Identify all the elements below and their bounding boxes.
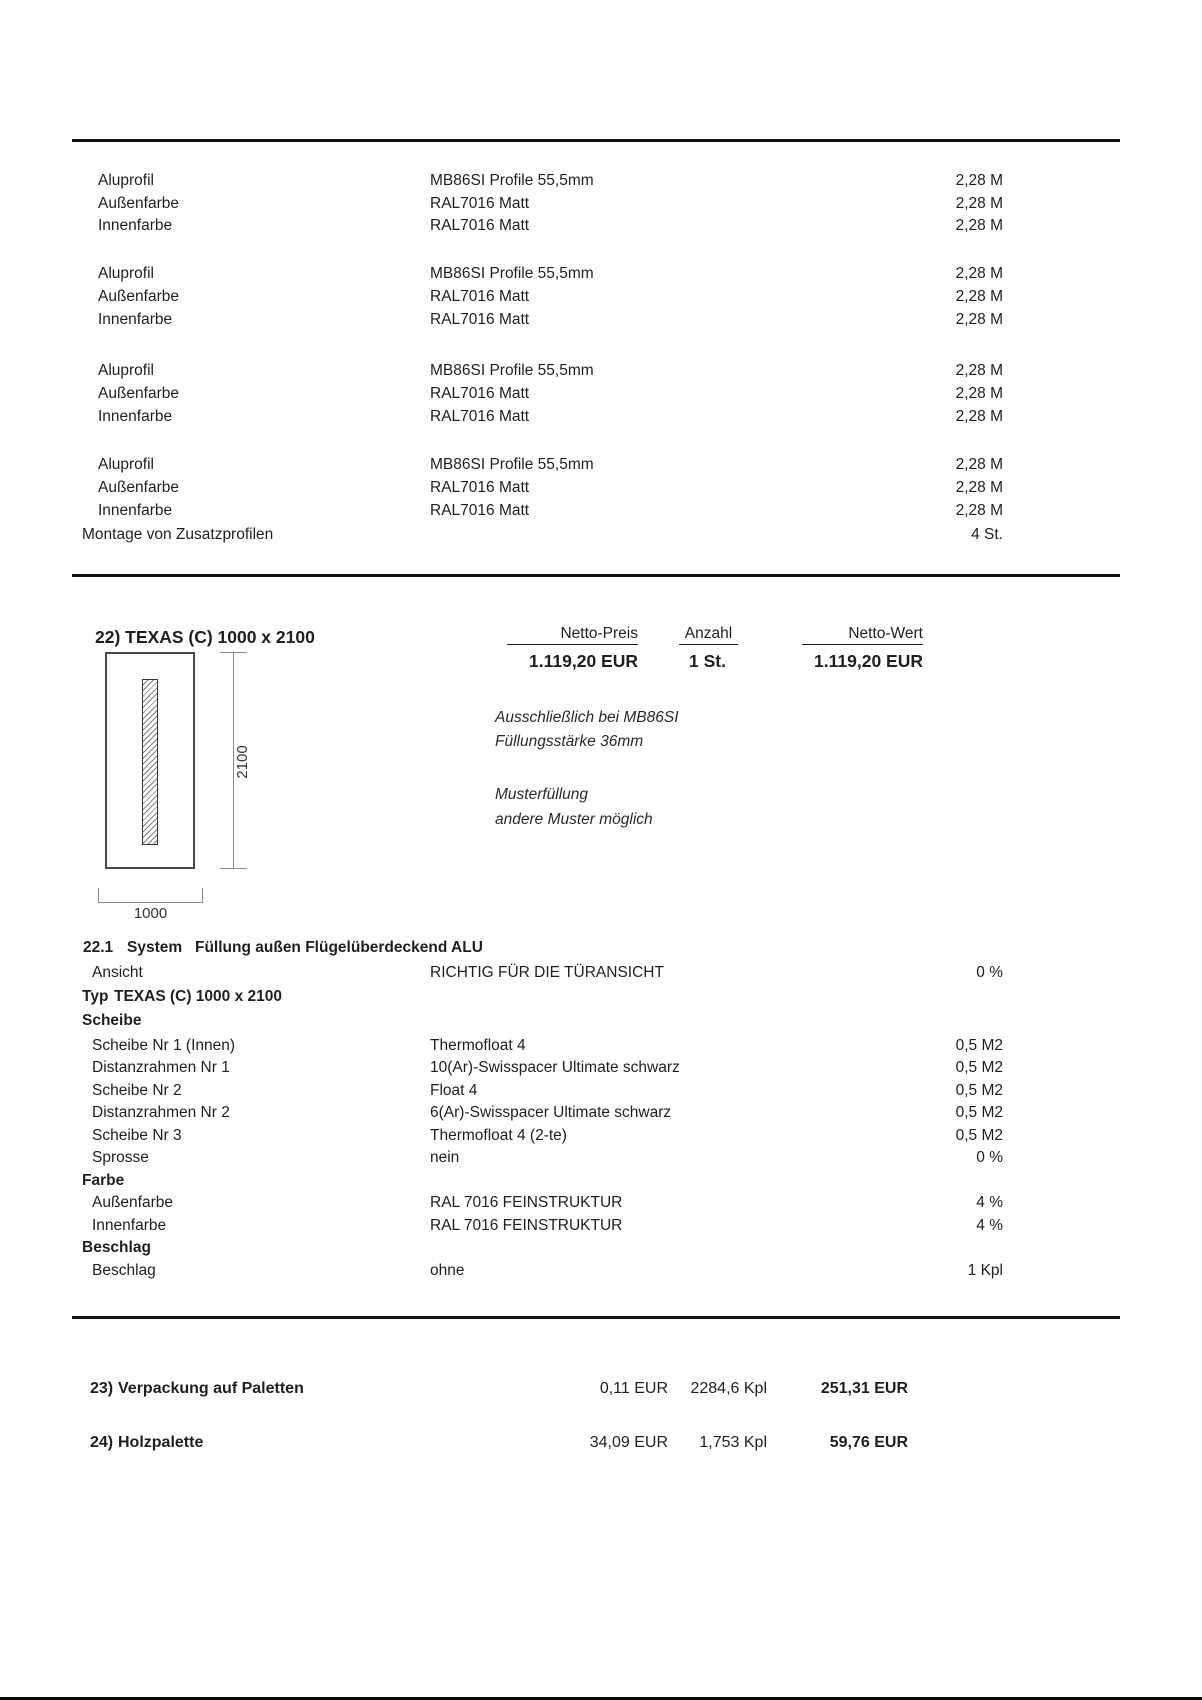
table-row — [0, 477, 1202, 499]
row-value: RAL7016 Matt — [430, 385, 530, 402]
row-value: RAL7016 Matt — [430, 195, 530, 212]
row-value: MB86SI Profile 55,5mm — [430, 172, 594, 189]
row-label: Aluprofil — [98, 265, 154, 282]
note-line: Füllungsstärke 36mm — [495, 733, 644, 750]
sub-section-heading — [0, 937, 1202, 959]
row-label: Aluprofil — [98, 362, 154, 379]
price-header-netto-preis: Netto-Preis — [507, 624, 638, 645]
item-number: 23) — [90, 1380, 114, 1397]
table-row — [0, 286, 1202, 308]
sub-section-system-word: System — [127, 939, 183, 956]
row-qty: 0,5 M2 — [955, 1037, 1003, 1054]
detail-row — [0, 1147, 1202, 1169]
item-quantity: 2284,6 Kpl — [690, 1380, 767, 1397]
dimension-tick-bottom — [220, 868, 247, 869]
row-qty: 2,28 M — [955, 456, 1003, 473]
row-label: Distanzrahmen Nr 1 — [92, 1059, 230, 1076]
row-value: MB86SI Profile 55,5mm — [430, 456, 594, 473]
row-label: Innenfarbe — [92, 1217, 167, 1234]
row-label: Innenfarbe — [98, 502, 173, 519]
table-row — [0, 215, 1202, 237]
row-qty: 2,28 M — [955, 502, 1003, 519]
row-value: Float 4 — [430, 1082, 478, 1099]
table-row — [0, 500, 1202, 522]
item-unit-price: 34,09 EUR — [589, 1434, 668, 1451]
group-header-row — [0, 1170, 1202, 1192]
row-value: RAL 7016 FEINSTRUKTUR — [430, 1217, 623, 1234]
row-label: Distanzrahmen Nr 2 — [92, 1104, 230, 1121]
typ-row — [0, 986, 1202, 1008]
row-value: MB86SI Profile 55,5mm — [430, 362, 594, 379]
item-row-23 — [0, 1378, 1202, 1400]
row-label: Scheibe Nr 2 — [92, 1082, 182, 1099]
detail-row — [0, 1080, 1202, 1102]
row-label: Außenfarbe — [92, 1194, 173, 1211]
item-row-24 — [0, 1432, 1202, 1454]
detail-row — [0, 1260, 1202, 1282]
table-row — [0, 309, 1202, 331]
dimension-line-horizontal — [98, 902, 203, 903]
row-qty: 0,5 M2 — [955, 1104, 1003, 1121]
row-qty: 2,28 M — [955, 217, 1003, 234]
row-label: Außenfarbe — [98, 479, 179, 496]
row-qty: 2,28 M — [955, 311, 1003, 328]
horizontal-rule-top — [72, 139, 1120, 142]
row-value: Thermofloat 4 (2-te) — [430, 1127, 567, 1144]
row-value: RAL7016 Matt — [430, 408, 530, 425]
row-value: Thermofloat 4 — [430, 1037, 526, 1054]
horizontal-rule-bottom — [72, 1316, 1120, 1319]
detail-row — [0, 1035, 1202, 1057]
row-qty: 2,28 M — [955, 195, 1003, 212]
note-line: Musterfüllung — [495, 786, 589, 803]
row-label: Scheibe Nr 3 — [92, 1127, 182, 1144]
row-qty: 2,28 M — [955, 362, 1003, 379]
row-value: 6(Ar)-Swisspacer Ultimate schwarz — [430, 1104, 672, 1121]
item22-title: 22) TEXAS (C) 1000 x 2100 — [95, 627, 315, 647]
row-qty: 4 % — [976, 1217, 1003, 1234]
dimension-label-height: 2100 — [234, 745, 251, 779]
row-qty: 4 % — [976, 1194, 1003, 1211]
row-qty: 2,28 M — [955, 265, 1003, 282]
table-row — [0, 263, 1202, 285]
table-row — [0, 406, 1202, 428]
row-qty: 0,5 M2 — [955, 1082, 1003, 1099]
detail-row — [0, 1215, 1202, 1237]
row-value: RAL 7016 FEINSTRUKTUR — [430, 1194, 623, 1211]
row-value: MB86SI Profile 55,5mm — [430, 265, 594, 282]
row-value: RAL7016 Matt — [430, 311, 530, 328]
item-quantity: 1,753 Kpl — [699, 1434, 767, 1451]
table-row — [0, 454, 1202, 476]
row-qty: 2,28 M — [955, 408, 1003, 425]
detail-row — [0, 1192, 1202, 1214]
typ-value: TEXAS (C) 1000 x 2100 — [114, 988, 283, 1005]
detail-row — [0, 1125, 1202, 1147]
row-label: Außenfarbe — [98, 288, 179, 305]
dimension-label-width: 1000 — [133, 905, 168, 922]
row-label: Aluprofil — [98, 456, 154, 473]
note-line: andere Muster möglich — [495, 811, 653, 828]
row-value: RAL7016 Matt — [430, 479, 530, 496]
sub-section-title: Füllung außen Flügelüberdeckend ALU — [195, 939, 483, 956]
row-label: Sprosse — [92, 1149, 149, 1166]
price-value-netto-wert: 1.119,20 EUR — [814, 651, 923, 671]
row-label: Aluprofil — [98, 172, 154, 189]
sub-section-number: 22.1 — [83, 939, 114, 956]
item-unit-price: 0,11 EUR — [599, 1380, 668, 1397]
row-value: RAL7016 Matt — [430, 217, 530, 234]
item-number: 24) — [90, 1434, 114, 1451]
table-row-montage — [0, 524, 1202, 546]
table-row — [0, 383, 1202, 405]
item-total: 59,76 EUR — [829, 1434, 908, 1451]
door-glass-panel-hatched — [142, 679, 158, 845]
row-qty: 0 % — [976, 964, 1003, 981]
table-row — [0, 170, 1202, 192]
row-qty: 0 % — [976, 1149, 1003, 1166]
row-label: Innenfarbe — [98, 311, 173, 328]
price-header-netto-wert: Netto-Wert — [802, 624, 923, 645]
dimension-tick-right — [202, 888, 203, 903]
row-label: Außenfarbe — [98, 195, 179, 212]
group-header: Scheibe — [82, 1012, 142, 1029]
group-header-row — [0, 1010, 1202, 1032]
row-value: nein — [430, 1149, 460, 1166]
row-qty: 4 St. — [971, 526, 1003, 543]
item-label: Holzpalette — [118, 1434, 204, 1451]
horizontal-rule-middle — [72, 574, 1120, 577]
price-header-anzahl: Anzahl — [679, 624, 738, 645]
price-value-netto-preis: 1.119,20 EUR — [529, 651, 638, 671]
row-label: Außenfarbe — [98, 385, 179, 402]
row-value: ohne — [430, 1262, 465, 1279]
note-line: Ausschließlich bei MB86SI — [495, 709, 679, 726]
item-total: 251,31 EUR — [820, 1380, 908, 1397]
table-row — [0, 193, 1202, 215]
row-value: RAL7016 Matt — [430, 288, 530, 305]
row-label: Innenfarbe — [98, 408, 173, 425]
item-label: Verpackung auf Paletten — [118, 1380, 304, 1397]
row-qty: 1 Kpl — [967, 1262, 1003, 1279]
row-label: Innenfarbe — [98, 217, 173, 234]
row-qty: 0,5 M2 — [955, 1127, 1003, 1144]
group-header: Beschlag — [82, 1239, 151, 1256]
row-label: Ansicht — [92, 964, 143, 981]
dimension-tick-left — [98, 888, 99, 903]
row-label: Scheibe Nr 1 (Innen) — [92, 1037, 236, 1054]
row-qty: 2,28 M — [955, 288, 1003, 305]
row-value: 10(Ar)-Swisspacer Ultimate schwarz — [430, 1059, 680, 1076]
detail-row — [0, 1057, 1202, 1079]
group-header-row — [0, 1237, 1202, 1259]
row-value: RAL7016 Matt — [430, 502, 530, 519]
group-header: Farbe — [82, 1172, 125, 1189]
row-qty: 2,28 M — [955, 479, 1003, 496]
detail-row — [0, 962, 1202, 984]
row-qty: 2,28 M — [955, 172, 1003, 189]
row-qty: 2,28 M — [955, 385, 1003, 402]
table-row — [0, 360, 1202, 382]
dimension-tick-top — [220, 652, 247, 653]
detail-row — [0, 1102, 1202, 1124]
price-value-anzahl: 1 St. — [689, 651, 726, 671]
row-qty: 0,5 M2 — [955, 1059, 1003, 1076]
typ-label: Typ — [82, 988, 109, 1005]
row-label: Montage von Zusatzprofilen — [82, 526, 274, 543]
row-value: RICHTIG FÜR DIE TÜRANSICHT — [430, 964, 664, 981]
row-label: Beschlag — [92, 1262, 156, 1279]
